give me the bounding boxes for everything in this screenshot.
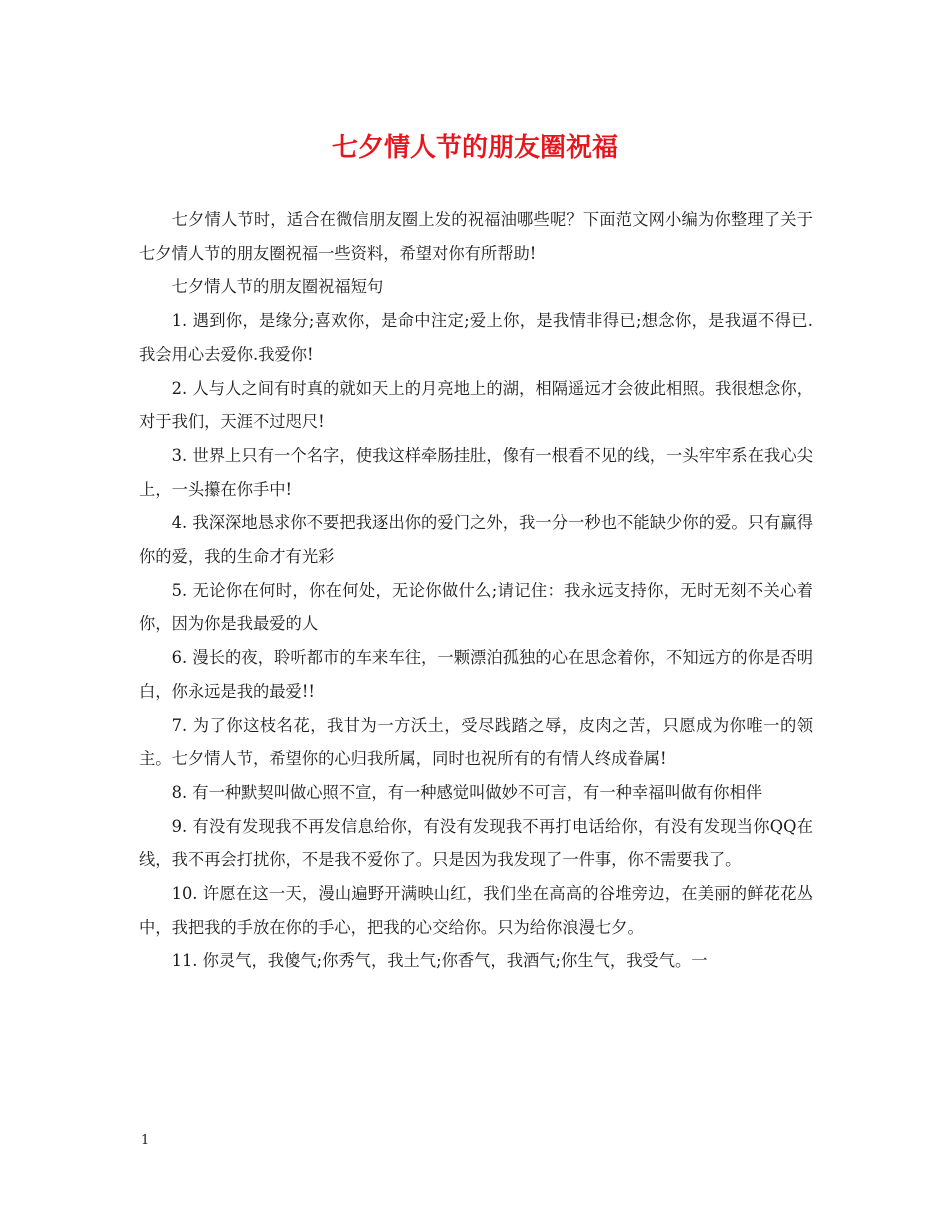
section-heading: 七夕情人节的朋友圈祝福短句 xyxy=(171,277,384,297)
list-item: 8. 有一种默契叫做心照不宣，有一种感觉叫做妙不可言，有一种幸福叫做有你相伴 xyxy=(171,782,763,802)
document-body xyxy=(139,203,813,978)
page-number: 1 xyxy=(141,1133,150,1148)
list-item: 4. 我深深地恳求你不要把我逐出你的爱门之外，我一分一秒也不能缺少你的爱。只有赢得你的爱，我的生命才有光彩 xyxy=(139,513,813,567)
page-title: 七夕情人节的朋友圈祝福 xyxy=(331,133,618,163)
intro-paragraph: 七夕情人节时，适合在微信朋友圈上发的祝福油哪些呢？下面范文网小编为你整理了关于七夕情人节的朋友圈祝福一些资料，希望对你有所帮助! xyxy=(139,210,813,263)
list-item: 10. 许愿在这一天，漫山遍野开满映山红，我们坐在高高的谷堆旁边，在美丽的鲜花花丛中，我把我的手放在你的手心，把我的心交给你。只为给你浪漫七夕。 xyxy=(139,884,813,937)
list-item: 6. 漫长的夜，聆听都市的车来车往，一颗漂泊孤独的心在思念着你，不知远方的你是否明白，你永远是我的最爱!! xyxy=(139,648,813,701)
list-item: 9. 有没有发现我不再发信息给你，有没有发现我不再打电话给你，有没有发现当你QQ在线，我不再会打扰你，不是我不爱你了。只是因为我发现了一件事，你不需要我了。 xyxy=(139,816,813,870)
list-item: 11. 你灵气，我傻气;你秀气，我土气;你香气，我酒气;你生气，我受气。一 xyxy=(171,951,708,971)
list-item: 1. 遇到你，是缘分;喜欢你，是命中注定;爱上你，是我情非得已;想念你，是我逼不得已.我会用心去爱你.我爱你! xyxy=(139,311,813,364)
list-item: 7. 为了你这枝名花，我甘为一方沃土，受尽践踏之辱，皮肉之苦，只愿成为你唯一的领主。七夕情人节，希望你的心归我所属，同时也祝所有的有情人终成眷属! xyxy=(139,715,813,769)
list-item: 2. 人与人之间有时真的就如天上的月亮地上的湖，相隔遥远才会彼此相照。我很想念你，对于我们，天涯不过咫尺! xyxy=(139,378,813,432)
list-item: 5. 无论你在何时，你在何处，无论你做什么;请记住：我永远支持你，无时无刻不关心着你，因为你是我最爱的人 xyxy=(139,580,813,634)
list-item: 3. 世界上只有一个名字，使我这样牵肠挂肚，像有一根看不见的线，一头牢牢系在我心尖上，一头攥在你手中! xyxy=(139,445,813,499)
